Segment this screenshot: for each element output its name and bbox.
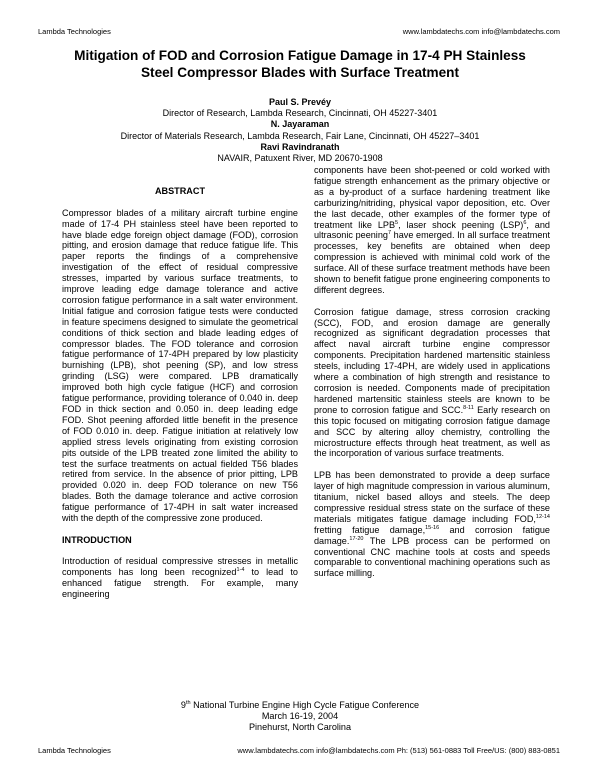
paper-title	[40, 47, 560, 81]
text-run: fretting fatigue damage,	[314, 524, 426, 535]
abstract-text: Compressor blades of a military aircraft turbine engine made of 17-4 PH stainless steel have been reported to have blade edge foreign object damage (FOD), corrosion pitting, and erosion damage that reduce fatigue life. This paper reports the findings of a comprehensive investigation of the effect of residual compressive stresses, imparted by various surface treatments, to improve leading edge damage tolerance and active corrosion fatigue performance in a salt water environment. Initial fatigue and corrosion fatigue tests were conducted in feature specimens designed to simulate the geometrical conditions of thick section and blade leading edges of compressor blades. The FOD tolerance and corrosion fatigue performance of 17-4PH prepared by low plasticity burnishing (LPB), shot peening (SP), and low stress grinding (LSG) were compared. LPB dramatically improved both high cycle fatigue (HCF) and corrosion fatigue performance, providing tolerance of 0.040 in. deep FOD in thick section and 0.050 in. deep leading edge FOD. Shot peening afforded little benefit in the presence of FOD 0.010 in. deep. Fatigue initiation at relatively low applied stress levels originating from existing corrosion pits outside of the LPB treated zone limited the ability to test the surface treatments on actual fielded T56 blades retired from service. In the absence of prior pitting, LPB provided 0.020 in. deep FOD tolerance on new T56 blades. Both the damage tolerance and active corrosion fatigue performance of 17-4PH in salt water increased with the depth of the compressive zone produced.	[62, 207, 298, 524]
text-run: have emerged. In all surface treatment processes, key benefits are obtained when deep compression is achieved with minimal cold work of the surface. All of these surface treatment methods have been shown to benefit fatigue prone engineering components to different degrees.	[314, 230, 551, 295]
left-column	[62, 186, 298, 611]
text-run: components have been shot-peened or cold worked with fatigue strength enhancement as the primary objective or as a by-product of a surface hardening treatment like carburizing/nitriding, physical vapor deposition, etc. Over the last decade, other examples of the former type of treatment like LPB	[314, 165, 550, 230]
text-run: and corrosion fatigue damage.	[314, 524, 550, 546]
text-run: LPB has been demonstrated to provide a deep surface layer of high magnitude compression in various aluminum, titanium, nickel based alloys and steels. The deep compressive residual stress state on the surface of these materials mitigates fatigue damage including FOD,	[314, 470, 550, 524]
header-company: Lambda Technologies	[38, 27, 111, 36]
citation-ref: 5	[395, 219, 399, 226]
title-line-1: Mitigation of FOD and Corrosion Fatigue Damage in 17-4 PH Stainless	[74, 48, 526, 63]
right-column	[314, 165, 550, 590]
author-affiliation: NAVAIR, Patuxent River, MD 20670-1908	[217, 153, 383, 164]
text-run: The LPB process can be performed on conventional CNC machine tools at costs and speeds comparable to conventional machining operations such as surface milling.	[314, 535, 550, 579]
author-block	[40, 97, 560, 164]
text-run: to lead to enhanced fatigue strength. For example, many engineering	[62, 567, 298, 600]
text-run: Introduction of residual compressive stresses in metallic components has long been recognized	[62, 556, 298, 578]
conference-ordinal-suffix: th	[185, 699, 191, 706]
body-paragraph-3	[314, 470, 550, 579]
conference-dates: March 16-19, 2004	[261, 710, 339, 721]
conference-ordinal: 9	[180, 700, 186, 710]
introduction-heading: INTRODUCTION	[62, 534, 132, 545]
author-name: N. Jayaraman	[270, 119, 330, 130]
footer-contact: www.lambdatechs.com info@lambdatechs.com Ph: (513) 561-0883 Toll Free/US: (800) 883-0851	[237, 746, 560, 755]
citation-ref: 6	[523, 219, 527, 226]
citation-ref: 7	[387, 230, 392, 237]
text-run: Corrosion fatigue damage, stress corrosion cracking (SCC), FOD, and erosion damage are generally recognized as significant degradation processes that affect naval aircraft turbine engine compressor components. Precipitation hardened martensitic stainless steels, including 17-4PH, are widely used in applications where a combination of high strength and resistance to corrosion is needed. Components made of precipitation hardened martensitic stainless steels are known to be prone to corrosion fatigue and SCC.	[314, 306, 550, 415]
citation-ref: 8-11	[463, 404, 474, 411]
text-run: , laser shock peening (LSP)	[398, 219, 524, 230]
author-name: Ravi Ravindranath	[260, 141, 340, 152]
author-affiliation: Director of Research, Lambda Research, Cincinnati, OH 45227-3401	[162, 108, 438, 119]
title-line-2: Steel Compressor Blades with Surface Treatment	[140, 65, 460, 80]
text-run: , and ultrasonic peening	[314, 219, 550, 241]
citation-ref: 15-16	[425, 524, 440, 531]
author-name: Paul S. Prevéy	[268, 97, 332, 107]
abstract-heading: ABSTRACT	[154, 186, 205, 196]
conference-name-line	[40, 700, 560, 711]
footer-company: Lambda Technologies	[38, 746, 111, 755]
citation-ref: 12-14	[535, 513, 550, 520]
header-contact: www.lambdatechs.com info@lambdatechs.com	[402, 27, 560, 36]
introduction-paragraph	[62, 556, 298, 600]
conference-info	[40, 700, 560, 733]
citation-ref: 1-4	[236, 567, 245, 574]
author-affiliation: Director of Materials Research, Lambda Research, Fair Lane, Cincinnati, OH 45227–3401	[120, 130, 480, 141]
body-paragraph-2	[314, 307, 550, 460]
conference-location: Pinehurst, North Carolina	[248, 721, 352, 732]
citation-ref: 17-20	[349, 535, 364, 542]
body-paragraph-1	[314, 165, 550, 296]
text-run: Early research on this topic focused on mitigating corrosion fatigue damage and SCC by altering alloy chemistry, controlling the microstructure effects through heat treatment, as well as the incorporation of various surface treatments.	[314, 404, 550, 459]
conference-name: National Turbine Engine High Cycle Fatigue Conference	[190, 700, 420, 710]
